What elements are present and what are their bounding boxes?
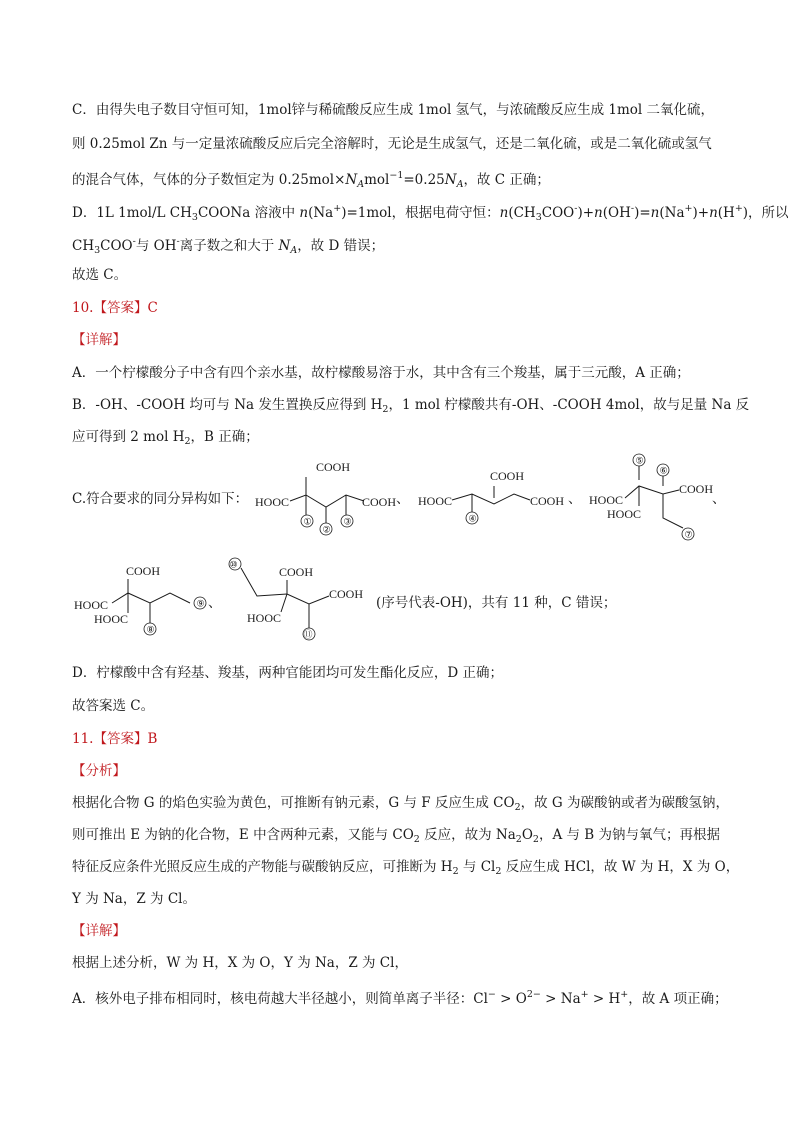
separator: 、 <box>208 595 222 611</box>
svg-text:⑥: ⑥ <box>659 465 668 476</box>
svg-text:HOOC: HOOC <box>418 494 453 508</box>
text-line-p1: 根据化合物 G 的焰色实验为黄色，可推断有钠元素，G 与 F 反应生成 $CO_2$，故 G 为碳酸钠或者为碳酸氢钠， <box>72 795 730 813</box>
svg-text:HOOC: HOOC <box>607 507 642 521</box>
text-line-c10-end: (序号代表-OH)，共有 11 种，C 错误； <box>376 595 617 611</box>
isomer-structure-3 <box>585 450 725 545</box>
text-line-b10-1: B．-OH、-COOH 均可与 Na 发生置换反应得到 $H_2$，1 mol 柠檬酸共有-OH、-COOH 4mol，故与足量 Na 反 <box>72 397 750 415</box>
detail-heading-10: 【详解】 <box>72 332 126 348</box>
svg-text:①: ① <box>303 516 312 527</box>
separator: 、 <box>712 491 726 507</box>
svg-text:COOH: COOH <box>316 460 351 474</box>
isomer-structure-5 <box>225 552 375 647</box>
text-line-p3: 特征反应条件光照反应生成的产物能与碳酸钠反应，可推断为 $H_2$ 与 $Cl_2$ 反应生成 HCl，故 W 为 H，X 为 O， <box>72 859 740 877</box>
svg-text:COOH: COOH <box>530 494 565 508</box>
answer-10: 10.【答案】C <box>72 300 158 316</box>
svg-text:③: ③ <box>343 516 352 527</box>
svg-text:HOOC: HOOC <box>589 493 624 507</box>
text-line-p4: Y 为 Na，Z 为 Cl。 <box>72 891 196 907</box>
text-line-a10: A．一个柠檬酸分子中含有四个亲水基，故柠檬酸易溶于水，其中含有三个羧基，属于三元酸，A 正确； <box>72 365 690 381</box>
svg-text:COOH: COOH <box>679 482 714 496</box>
text-line-c2: 则 0.25mol Zn 与一定量浓硫酸反应后完全溶解时，无论是生成氢气，还是二氧化硫，或是二氧化硫或氢气 <box>72 136 712 152</box>
svg-text:⑪: ⑪ <box>303 629 313 640</box>
detail-heading-11: 【详解】 <box>72 923 126 939</box>
svg-text:⑤: ⑤ <box>635 455 644 466</box>
text-line-select-10: 故答案选 C。 <box>72 698 155 714</box>
svg-text:④: ④ <box>468 513 477 524</box>
svg-text:⑧: ⑧ <box>146 624 155 635</box>
analysis-heading-11: 【分析】 <box>72 763 126 779</box>
separator: 、 <box>396 491 410 507</box>
text-line-c10: C.符合要求的同分异构如下： <box>72 491 249 507</box>
text-line-e1: 根据上述分析，W 为 H，X 为 O，Y 为 Na，Z 为 Cl， <box>72 955 408 971</box>
text-line-c3: 的混合气体，气体的分子数恒定为 $0.25mol\times N_Amol^{-1}=0.25N_A$，故 C 正确； <box>72 170 550 190</box>
text-line-p2: 则可推出 E 为钠的化合物，E 中含两种元素，又能与 $CO_2$ 反应，故为 $Na_2O_2$，A 与 B 为钠与氧气；再根据 <box>72 827 720 845</box>
text-line-d1: D．1L 1mol/L $CH_3COONa$ 溶液中 n(Na+)=1mol，根据电荷守恒：$n(CH_3COO^-)+n(OH^-)=n(Na^+)+n(H^+)$，所以 <box>72 203 789 223</box>
svg-text:⑩: ⑩ <box>229 559 238 570</box>
isomer-structure-2 <box>412 462 572 532</box>
text-line-e2: A．核外电子排布相同时，核电荷越大半径越小，则简单离子半径：$Cl^- > O^{2-} > Na^+ > H^+$，故 A 项正确； <box>72 989 728 1007</box>
separator: 、 <box>568 491 582 507</box>
text-line-b10-2: 应可得到 2 mol $H_2$，B 正确； <box>72 429 259 447</box>
svg-text:COOH: COOH <box>490 469 525 483</box>
svg-text:⑦: ⑦ <box>684 529 693 540</box>
svg-text:COOH: COOH <box>362 495 397 509</box>
isomer-structure-1 <box>250 455 415 540</box>
text-line-select-9: 故选 C。 <box>72 267 128 283</box>
answer-11: 11.【答案】B <box>72 731 158 747</box>
svg-text:HOOC: HOOC <box>247 611 282 625</box>
isomer-structure-4 <box>72 555 222 645</box>
svg-text:⑨: ⑨ <box>196 598 205 609</box>
svg-text:COOH: COOH <box>126 564 161 578</box>
svg-text:HOOC: HOOC <box>255 495 290 509</box>
text-line-d2: $CH_3COO^-$与 OH-离子数之和大于 $N_A$，故 D 错误； <box>72 236 385 256</box>
svg-text:COOH: COOH <box>279 565 314 579</box>
text-line-c1: C．由得失电子数目守恒可知，1mol锌与稀硫酸反应生成 1mol 氢气，与浓硫酸反应生成 1mol 二氧化硫， <box>72 102 715 118</box>
svg-text:COOH: COOH <box>329 587 364 601</box>
svg-text:HOOC: HOOC <box>74 598 109 612</box>
text-line-d10: D．柠檬酸中含有羟基、羧基，两种官能团均可发生酯化反应，D 正确； <box>72 665 503 681</box>
svg-text:②: ② <box>322 524 331 535</box>
svg-text:HOOC: HOOC <box>94 612 129 626</box>
